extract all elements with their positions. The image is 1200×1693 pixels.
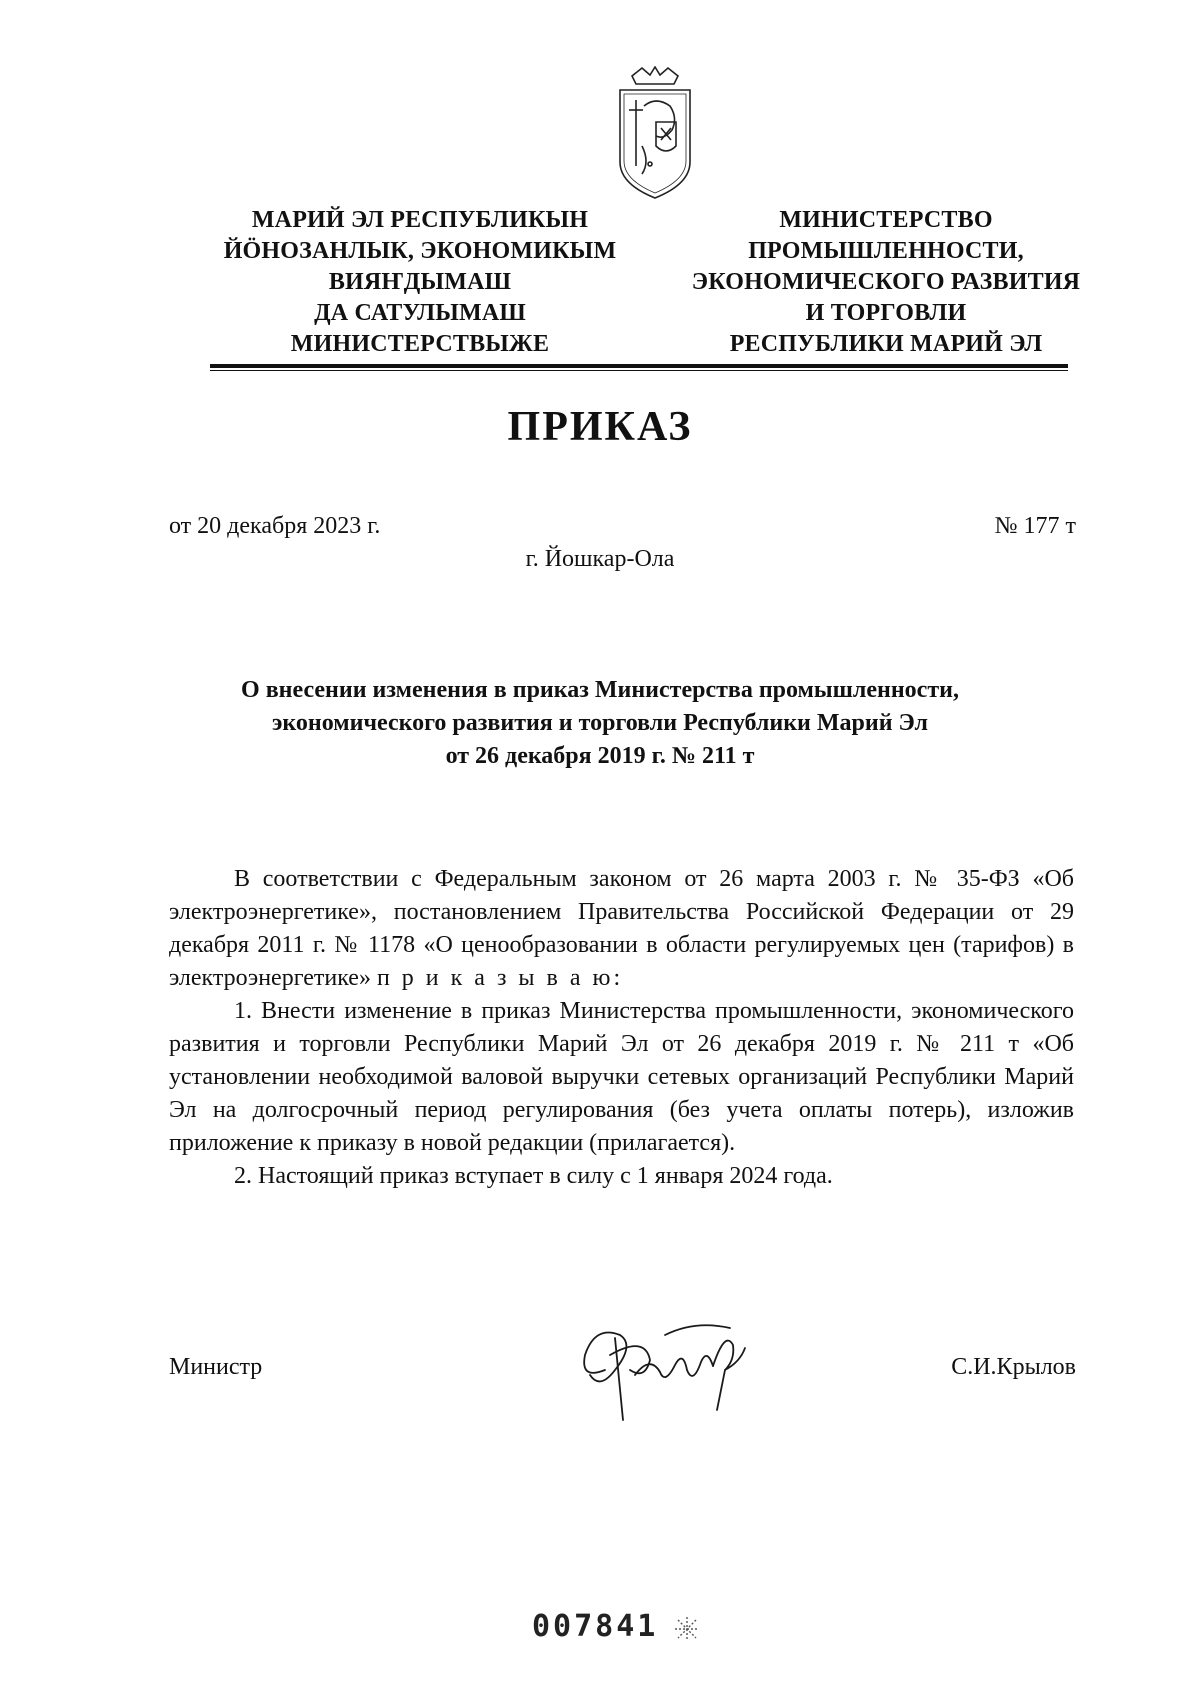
header-mari bbox=[196, 205, 644, 360]
title-line: О внесении изменения в приказ Министерства промышленности, bbox=[241, 677, 959, 703]
item-2-paragraph: 2. Настоящий приказ вступает в силу с 1 января 2024 года. bbox=[234, 1163, 833, 1189]
header-divider-thin bbox=[210, 370, 1068, 371]
header-left-line: МИНИСТЕРСТВЫЖЕ bbox=[290, 331, 550, 357]
document-city: г. Йошкар-Ола bbox=[525, 546, 675, 572]
preamble-paragraph bbox=[169, 863, 1074, 995]
header-right-line: ЭКОНОМИЧЕСКОГО РАЗВИТИЯ bbox=[691, 269, 1081, 295]
coat-of-arms-icon bbox=[612, 66, 698, 200]
header-left-line: ЙӦНОЗАНЛЫК, ЭКОНОМИКЫМ bbox=[223, 238, 617, 264]
header-left-line: ДА САТУЛЫМАШ bbox=[314, 300, 526, 326]
handwritten-signature bbox=[575, 1300, 775, 1450]
order-word: п р и к а з ы в а ю: bbox=[376, 965, 624, 991]
document-date: от 20 декабря 2023 г. bbox=[169, 513, 381, 539]
header-right-line: И ТОРГОВЛИ bbox=[805, 300, 967, 326]
header-divider-thick bbox=[210, 364, 1068, 368]
header-left-line: ВИЯҤДЫМАШ bbox=[328, 269, 512, 295]
document-type: ПРИКАЗ bbox=[507, 404, 693, 450]
star-icon bbox=[672, 1614, 702, 1644]
title-line: экономического развития и торговли Республики Марий Эл bbox=[272, 710, 928, 736]
header-right-line: РЕСПУБЛИКИ МАРИЙ ЭЛ bbox=[729, 331, 1043, 357]
item-1-paragraph: 1. Внести изменение в приказ Министерства промышленности, экономического развития и торговли Республики Марий Эл от 26 декабря 2019 г. № 211 т «Об установлении необходимой валовой выручки сетевых организаций Республики Марий Эл на долгосрочный период регулирования (без учета оплаты потерь), изложив приложение к приказу в новой редакции (прилагается). bbox=[169, 998, 1074, 1156]
header-russian bbox=[660, 205, 1112, 360]
signatory-role: Министр bbox=[169, 1354, 263, 1380]
header-right-line: ПРОМЫШЛЕННОСТИ, bbox=[748, 238, 1024, 264]
header-left-line: МАРИЙ ЭЛ РЕСПУБЛИКЫН bbox=[251, 207, 589, 233]
preamble-text: В соответствии с Федеральным законом от 26 марта 2003 г. № 35-ФЗ «Об электроэнергетике», постановлением Правительства Российской Федерации от 29 декабря 2011 г. № 1178 «О ценообразовании в области регулируемых цен (тарифов) в электроэнергетике» bbox=[169, 866, 1074, 991]
document-body bbox=[169, 863, 1074, 1193]
serial-number: 007841 bbox=[532, 1609, 659, 1644]
document-title bbox=[160, 674, 1040, 773]
header-right-line: МИНИСТЕРСТВО bbox=[779, 207, 993, 233]
title-line: от 26 декабря 2019 г. № 211 т bbox=[445, 743, 755, 769]
document-number: № 177 т bbox=[994, 513, 1076, 539]
signatory-name: С.И.Крылов bbox=[951, 1354, 1076, 1380]
